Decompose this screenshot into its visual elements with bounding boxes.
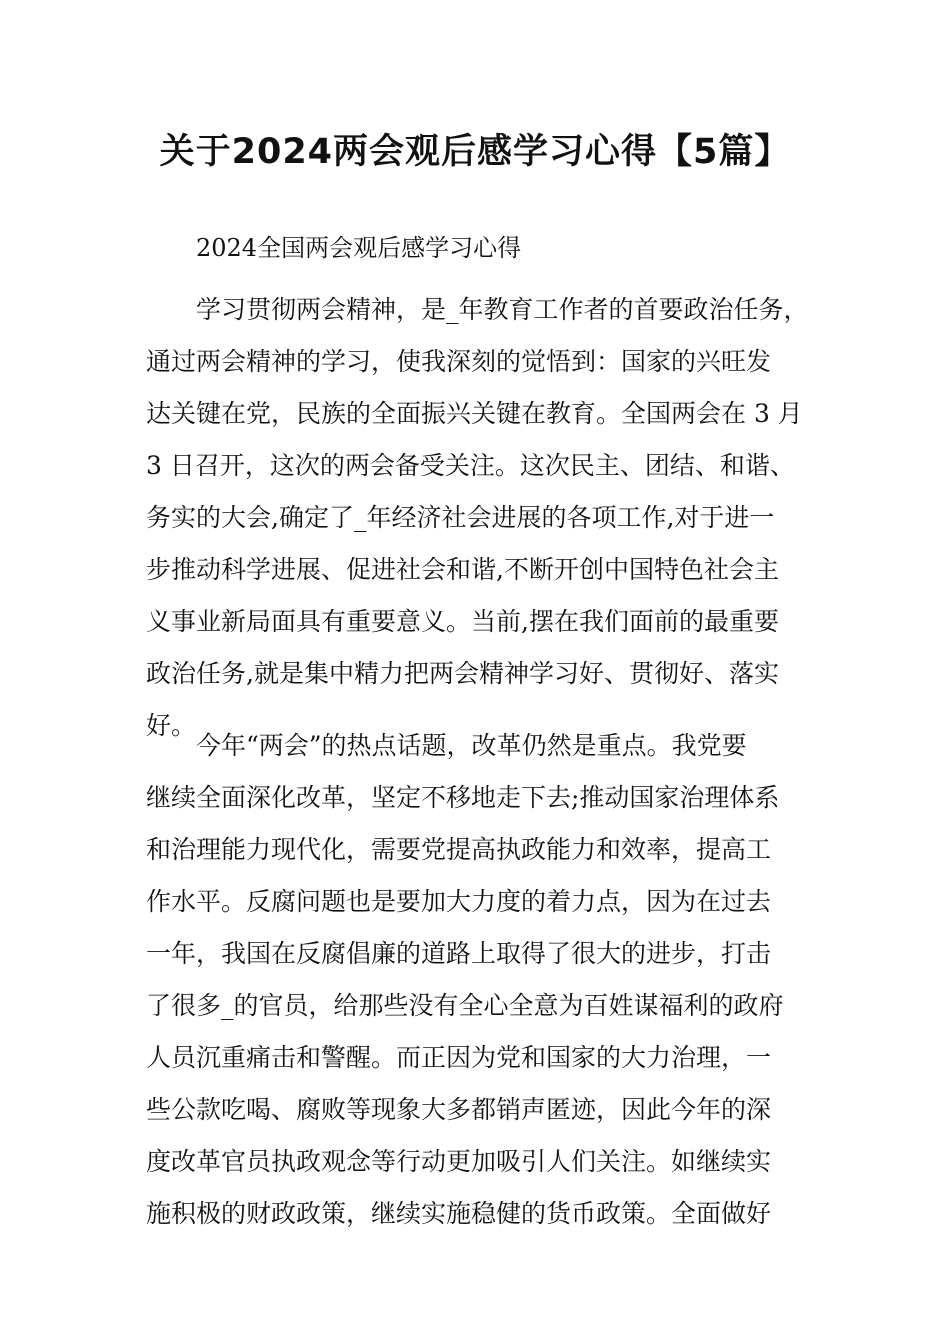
paragraph-line: 义事业新局面具有重要意义。当前,摆在我们面前的最重要: [146, 607, 779, 636]
paragraph-line: 施积极的财政政策，继续实施稳健的货币政策。全面做好: [146, 1199, 772, 1228]
paragraph-line: 了很多_的官员，给那些没有全心全意为百姓谋福利的政府: [146, 991, 784, 1020]
paragraph-2: [146, 720, 810, 1240]
document-title: 关于2024两会观后感学习心得【5篇】: [159, 132, 791, 172]
paragraph-line: 今年“两会”的热点话题，改革仍然是重点。我党要: [196, 731, 747, 760]
paragraph-line: 人员沉重痛击和警醒。而正因为党和国家的大力治理，一: [146, 1043, 772, 1072]
paragraph-line: 继续全面深化改革，坚定不移地走下去;推动国家治理体系: [146, 783, 780, 812]
paragraph-line: 步推动科学进展、促进社会和谐,不断开创中国特色社会主: [146, 555, 779, 584]
section-subheading: 2024全国两会观后感学习心得: [196, 234, 522, 262]
paragraph-line: 学习贯彻两会精神，是_年教育工作者的首要政治任务，: [196, 295, 809, 324]
paragraph-line: 些公款吃喝、腐败等现象大多都销声匿迹，因此今年的深: [146, 1095, 772, 1124]
paragraph-line: 务实的大会,确定了_年经济社会进展的各项工作,对于进一: [146, 503, 775, 532]
paragraph-line: 3 日召开，这次的两会备受关注。这次民主、团结、和谐、: [146, 451, 795, 480]
paragraph-line: 好。: [146, 711, 197, 740]
paragraph-line: 和治理能力现代化，需要党提高执政能力和效率，提高工: [146, 835, 772, 864]
paragraph-line: 作水平。反腐问题也是要加大力度的着力点，因为在过去: [146, 887, 772, 916]
paragraph-line: 度改革官员执政观念等行动更加吸引人们关注。如继续实: [146, 1147, 772, 1176]
paragraph-line: 达关键在党，民族的全面振兴关键在教育。全国两会在 3 月: [146, 399, 803, 428]
paragraph-line: 一年，我国在反腐倡廉的道路上取得了很大的进步，打击: [146, 939, 772, 968]
paragraph-1: [146, 284, 810, 752]
paragraph-line: 政治任务,就是集中精力把两会精神学习好、贯彻好、落实: [146, 659, 779, 688]
paragraph-line: 通过两会精神的学习，使我深刻的觉悟到：国家的兴旺发: [146, 347, 772, 376]
